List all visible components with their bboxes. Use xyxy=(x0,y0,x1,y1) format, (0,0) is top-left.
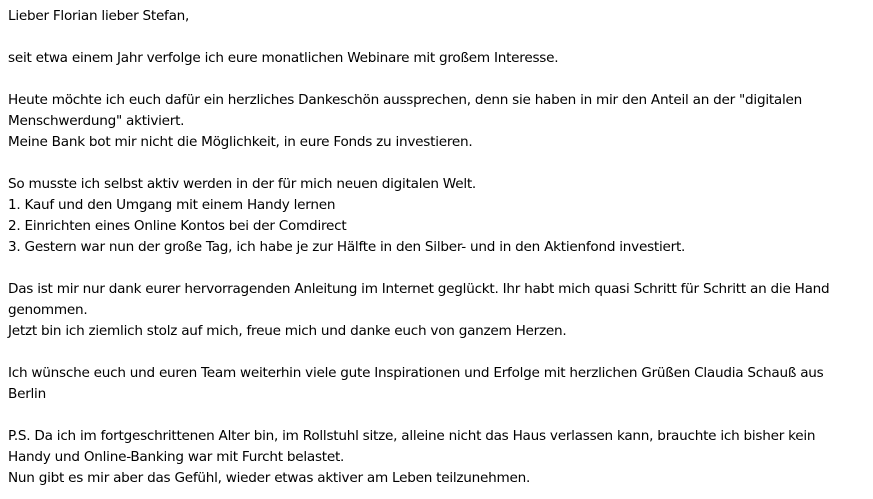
paragraph-steps xyxy=(8,174,870,258)
greeting-text: Lieber Florian lieber Stefan, xyxy=(8,8,190,24)
steps-intro: So musste ich selbst aktiv werden in der für mich neuen digitalen Welt. xyxy=(8,176,476,192)
step-item: 3. Gestern war nun der große Tag, ich habe je zur Hälfte in den Silber- und in den Aktienfond investiert. xyxy=(8,239,686,255)
paragraph-closing xyxy=(8,363,870,405)
paragraph-webinars-text: seit etwa einem Jahr verfolge ich eure monatlichen Webinare mit großem Interesse. xyxy=(8,50,559,66)
paragraph-webinars xyxy=(8,48,870,69)
paragraph-success xyxy=(8,279,870,342)
postscript-line-1: P.S. Da ich im fortgeschrittenen Alter bin, im Rollstuhl sitze, alleine nicht das Haus verlassen kann, brauchte ich bisher kein xyxy=(8,428,816,444)
step-item: 2. Einrichten eines Online Kontos bei der Comdirect xyxy=(8,218,347,234)
paragraph-thanks-line-3: Meine Bank bot mir nicht die Möglichkeit, in eure Fonds zu investieren. xyxy=(8,134,473,150)
postscript-line-2: Handy und Online-Banking war mit Furcht belastet. xyxy=(8,449,345,465)
paragraph-success-line-3: Jetzt bin ich ziemlich stolz auf mich, freue mich und danke euch von ganzem Herzen. xyxy=(8,323,567,339)
postscript xyxy=(8,426,870,489)
letter-body xyxy=(8,6,870,489)
paragraph-success-line-2: genommen. xyxy=(8,302,88,318)
paragraph-success-line-1: Das ist mir nur dank eurer hervorragenden Anleitung im Internet geglückt. Ihr habt mich quasi Schritt für Schritt an die Hand xyxy=(8,281,830,297)
step-item: 1. Kauf und den Umgang mit einem Handy lernen xyxy=(8,197,336,213)
greeting xyxy=(8,6,870,27)
paragraph-thanks-line-1: Heute möchte ich euch dafür ein herzliches Dankeschön aussprechen, denn sie haben in mir den Anteil an der "digitalen xyxy=(8,92,803,108)
postscript-line-3: Nun gibt es mir aber das Gefühl, wieder etwas aktiver am Leben teilzunehmen. xyxy=(8,470,531,486)
paragraph-closing-line-1: Ich wünsche euch und euren Team weiterhin viele gute Inspirationen und Erfolge mit herzlichen Grüßen Claudia Schauß aus xyxy=(8,365,824,381)
paragraph-closing-line-2: Berlin xyxy=(8,386,46,402)
paragraph-thanks-line-2: Menschwerdung" aktiviert. xyxy=(8,113,185,129)
paragraph-thanks xyxy=(8,90,870,153)
